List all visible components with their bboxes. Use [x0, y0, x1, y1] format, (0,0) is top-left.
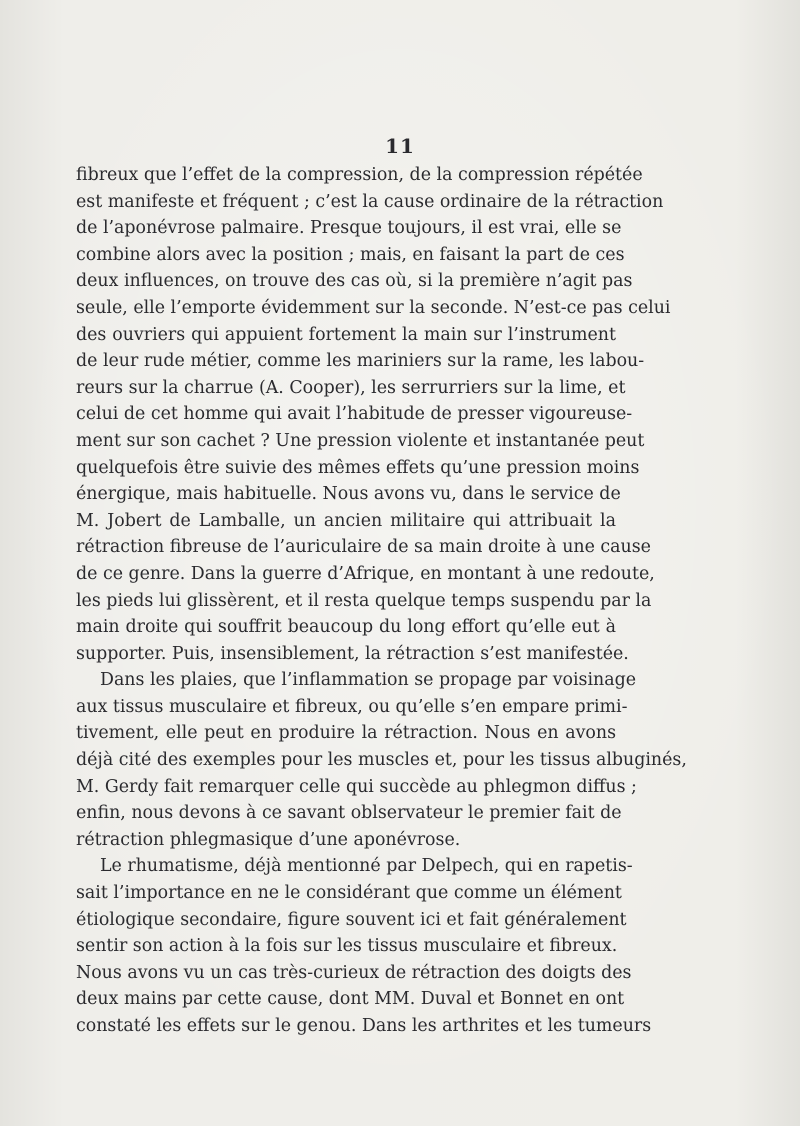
text-line: énergique, mais habituelle. Nous avons vu, dans le service de: [76, 484, 621, 505]
text-line: sait l’importance en ne le considérant que comme un élément: [76, 883, 622, 904]
text-line: celui de cet homme qui avait l’habitude de presser vigoureuse-: [76, 404, 633, 425]
text-line: ment sur son cachet ? Une pression violente et instantanée peut: [76, 430, 645, 451]
paragraph-start-line: Dans les plaies, que l’inflammation se propage par voisinage: [100, 670, 637, 691]
paragraph-end-line: rétraction phlegmasique d’une aponévrose.: [76, 829, 461, 850]
text-line: tivement, elle peut en produire la rétraction. Nous en avons: [76, 723, 616, 744]
body-text: [76, 162, 687, 1040]
text-line: des ouvriers qui appuient fortement la main sur l’instrument: [76, 324, 616, 345]
text-line: reurs sur la charrue (A. Cooper), les serrurriers sur la lime, et: [76, 377, 626, 398]
paragraph-start-line: Le rhumatisme, déjà mentionné par Delpech, qui en rapetis-: [100, 856, 633, 877]
text-line: deux influences, on trouve des cas où, si la première n’agit pas: [76, 271, 633, 292]
text-line: de l’aponévrose palmaire. Presque toujours, il est vrai, elle se: [76, 218, 622, 239]
text-line: seule, elle l’emporte évidemment sur la seconde. N’est-ce pas celui: [76, 297, 671, 318]
text-line: combine alors avec la position ; mais, en faisant la part de ces: [76, 244, 625, 265]
text-line: fibreux que l’effet de la compression, de la compression répétée: [76, 165, 643, 185]
text-line: deux mains par cette cause, dont MM. Duval et Bonnet en ont: [76, 989, 625, 1010]
text-line: Nous avons vu un cas très-curieux de rétraction des doigts des: [76, 962, 632, 983]
text-line: quelquefois être suivie des mêmes effets qu’une pression moins: [76, 457, 640, 478]
paragraph-end-line: supporter. Puis, insensiblement, la rétraction s’est manifestée.: [76, 643, 629, 664]
text-line: M. Gerdy fait remarquer celle qui succède au phlegmon diffus ;: [76, 776, 637, 797]
text-line: main droite qui souffrit beaucoup du long effort qu’elle eut à: [76, 617, 616, 638]
text-line: rétraction fibreuse de l’auriculaire de sa main droite à une cause: [76, 537, 651, 558]
page-number: 11: [385, 134, 415, 158]
text-line: constaté les effets sur le genou. Dans les arthrites et les tumeurs: [76, 1016, 652, 1036]
text-line: les pieds lui glissèrent, et il resta quelque temps suspendu par la: [76, 590, 652, 611]
text-line: de ce genre. Dans la guerre d’Afrique, en montant à une redoute,: [76, 563, 655, 584]
text-line: est manifeste et fréquent ; c’est la cause ordinaire de la rétraction: [76, 191, 664, 212]
text-line: enfin, nous devons à ce savant oblservateur le premier fait de: [76, 803, 622, 824]
text-line: de leur rude métier, comme les mariniers sur la rame, les labou-: [76, 351, 645, 372]
text-line: aux tissus musculaire et fibreux, ou qu’elle s’en empare primi-: [76, 696, 628, 717]
text-line: sentir son action à la fois sur les tissus musculaire et fibreux.: [76, 936, 618, 957]
text-line: M. Jobert de Lamballe, un ancien militaire qui attribuait la: [76, 510, 616, 531]
text-line: étiologique secondaire, figure souvent ici et fait généralement: [76, 909, 627, 930]
text-line: déjà cité des exemples pour les muscles et, pour les tissus albuginés,: [76, 750, 687, 771]
